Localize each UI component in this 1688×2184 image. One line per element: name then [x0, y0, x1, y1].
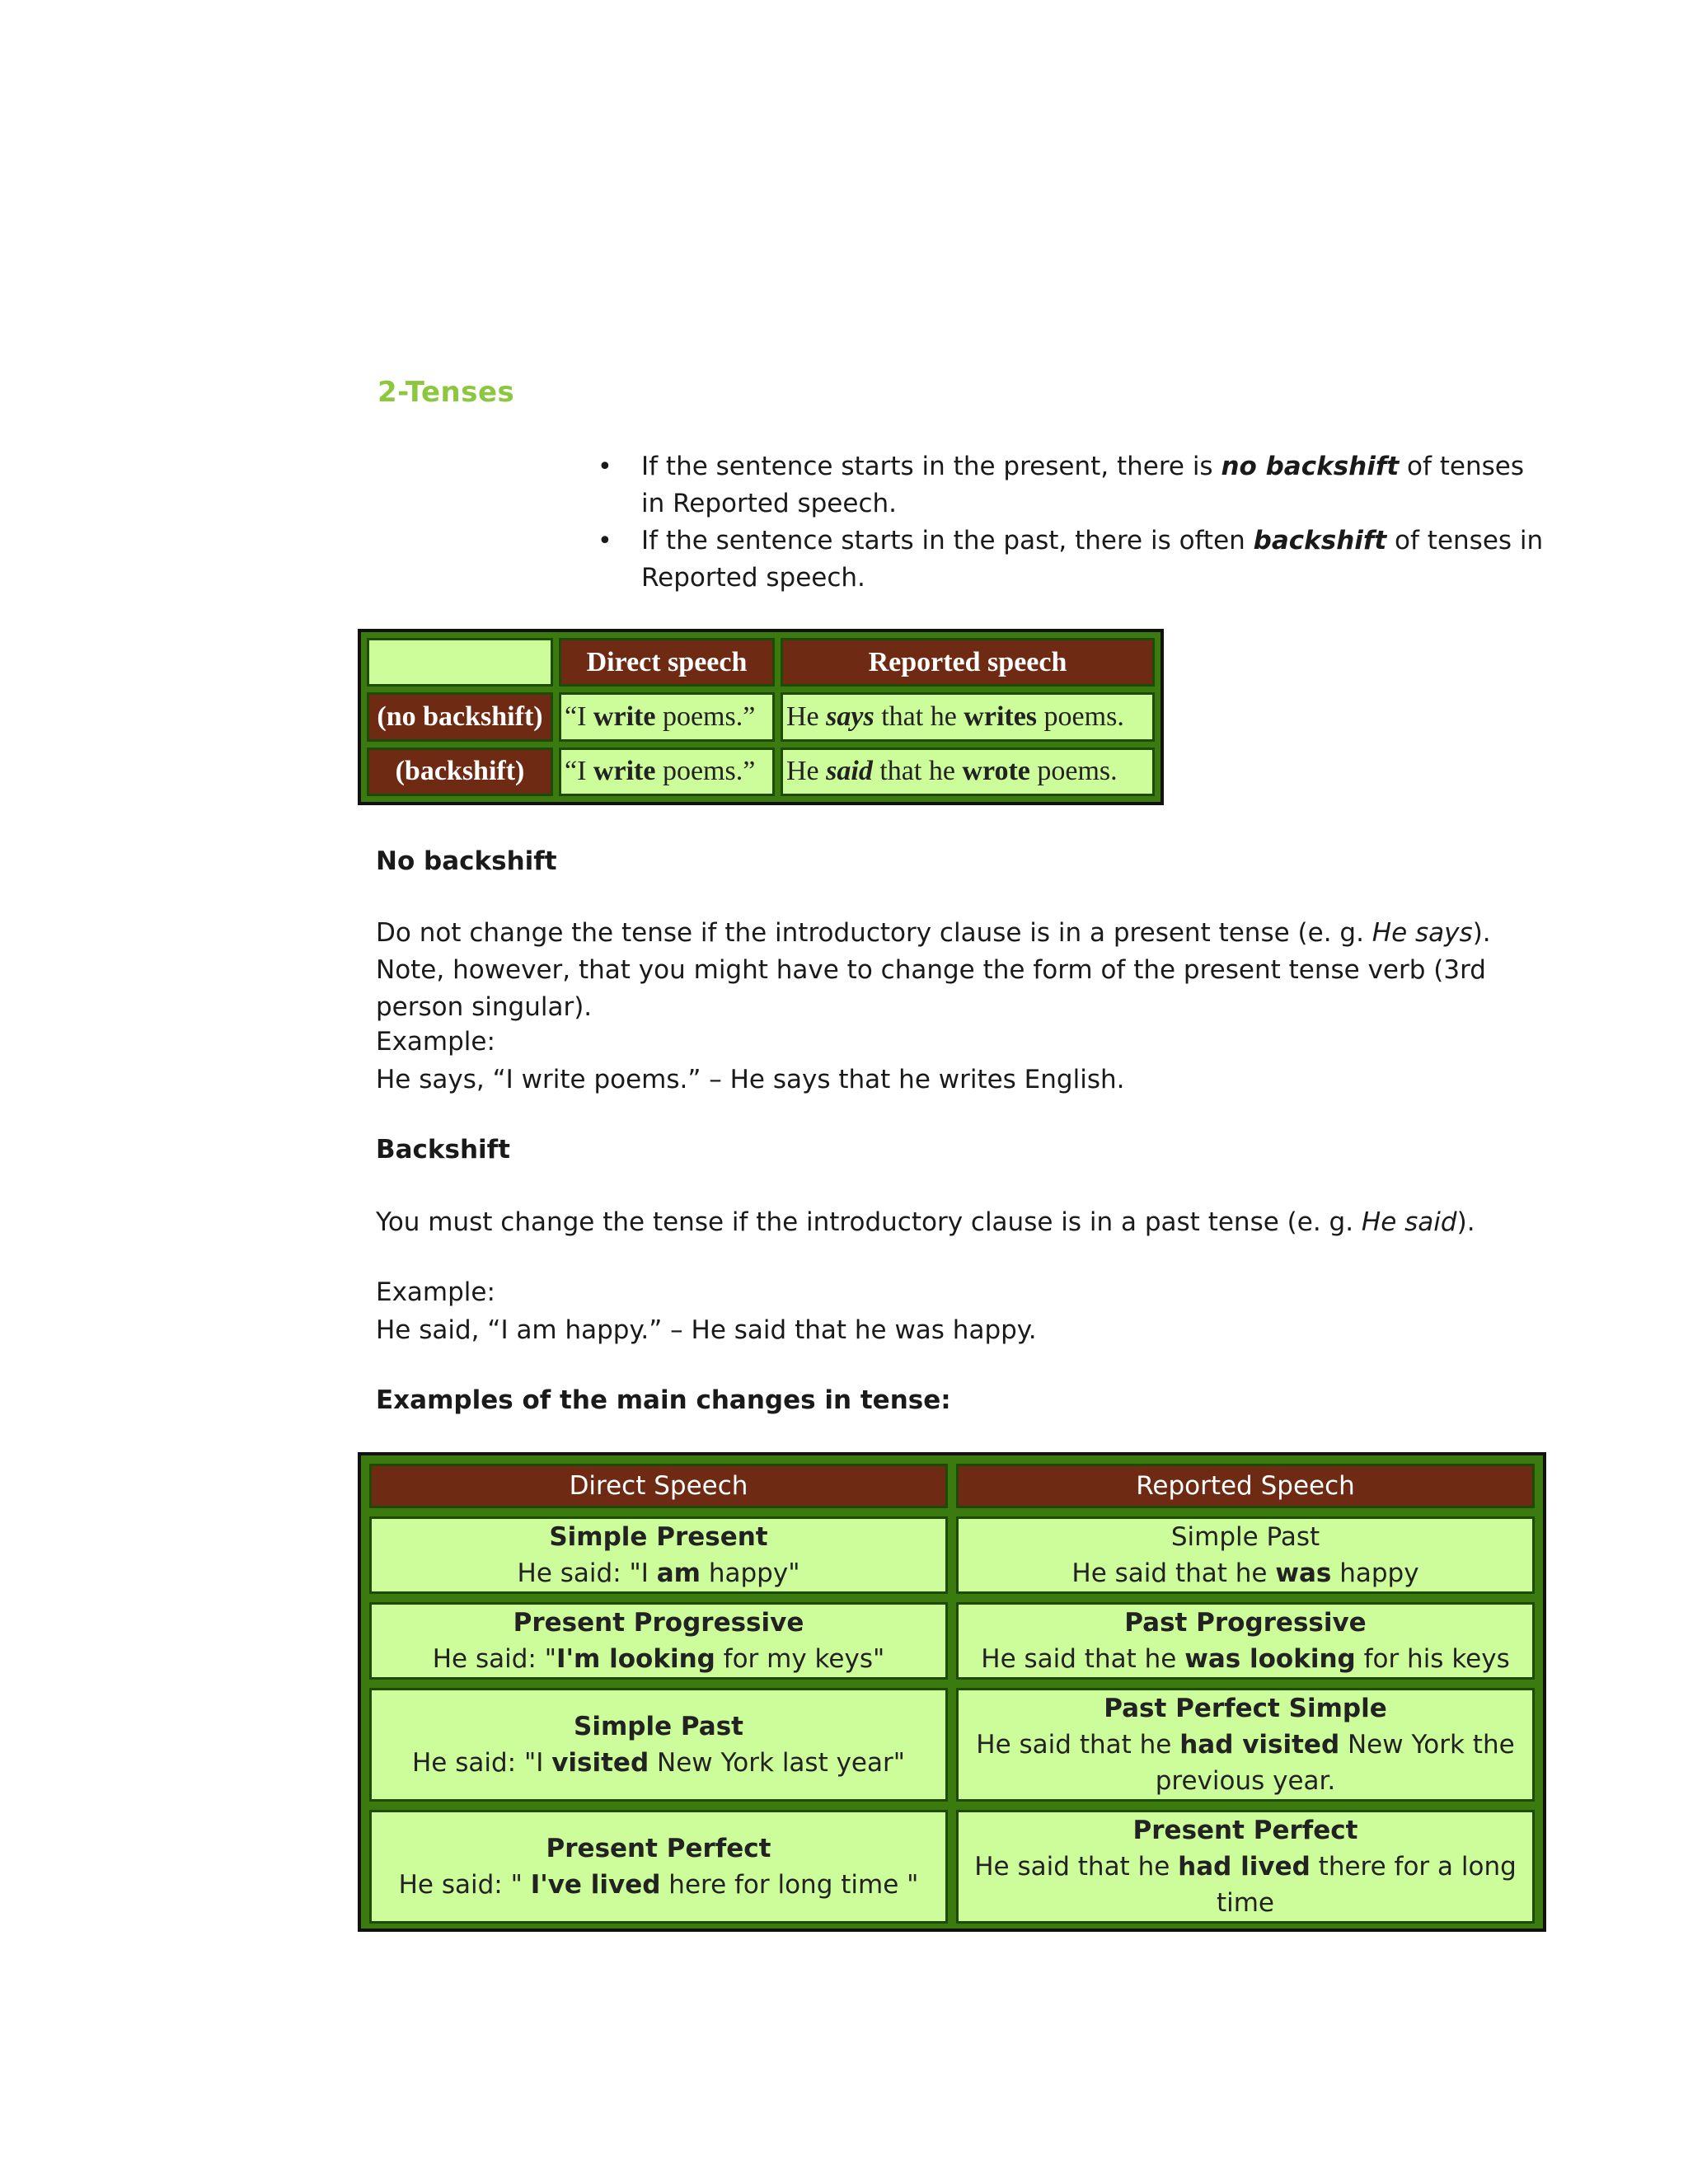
tense-changes-table [358, 1452, 1546, 1932]
table-cell: “I write poems.” [559, 748, 775, 796]
table-cell: Present Perfect He said: " I've lived here for long time " [369, 1810, 948, 1924]
col-header-direct: Direct speech [559, 638, 775, 687]
table-cell: He says that he writes poems. [781, 692, 1155, 741]
col-header-direct: Direct Speech [369, 1464, 948, 1508]
backshift-table [358, 629, 1164, 805]
row-label: (backshift) [367, 748, 553, 796]
examples-heading: Examples of the main changes in tense: [376, 1385, 951, 1415]
table-cell: Past Perfect Simple He said that he had visited New York the previous year. [956, 1688, 1535, 1802]
table-cell: He said that he wrote poems. [781, 748, 1155, 796]
example-label: Example: [376, 1027, 495, 1057]
backshift-title: Backshift [376, 1135, 510, 1165]
table-cell: Simple Past He said that he was happy [956, 1516, 1535, 1594]
example-text: He says, “I write poems.” – He says that he writes English. [376, 1065, 1125, 1094]
col-header-reported: Reported Speech [956, 1464, 1535, 1508]
table-row [369, 1688, 1535, 1802]
table-cell: Present Perfect He said that he had lived there for a long time [956, 1810, 1535, 1924]
example-text: He said, “I am happy.” – He said that he was happy. [376, 1315, 1037, 1345]
no-backshift-paragraph: Do not change the tense if the introductory clause is in a present tense (e. g. He says). Note, however, that you might have to change the form of the present tense verb (3rd person singular). [376, 918, 1491, 1022]
backshift-paragraph: You must change the tense if the introductory clause is in a past tense (e. g. He said). [376, 1207, 1475, 1237]
table-row [367, 748, 1155, 796]
bullet-list [598, 448, 1554, 597]
list-item: • If the sentence starts in the past, there is often backshift of tenses in Reported speech. [598, 523, 1554, 597]
table-cell: Simple Past He said: "I visited New York last year" [369, 1688, 948, 1802]
table-row [367, 692, 1155, 741]
example-label: Example: [376, 1277, 495, 1307]
table-cell: Present Progressive He said: "I'm looking for my keys" [369, 1602, 948, 1680]
section-heading: 2-Tenses [377, 376, 515, 409]
list-item: • If the sentence starts in the present, there is no backshift of tenses in Reported speech. [598, 448, 1554, 523]
table-cell: Simple Present He said: "I am happy" [369, 1516, 948, 1594]
row-label: (no backshift) [367, 692, 553, 741]
table-cell: “I write poems.” [559, 692, 775, 741]
table-cell: Past Progressive He said that he was looking for his keys [956, 1602, 1535, 1680]
empty-corner-cell [367, 638, 553, 687]
no-backshift-title: No backshift [376, 846, 557, 876]
table-row [369, 1602, 1535, 1680]
table-row [369, 1516, 1535, 1594]
col-header-reported: Reported speech [781, 638, 1155, 687]
table-row [369, 1810, 1535, 1924]
